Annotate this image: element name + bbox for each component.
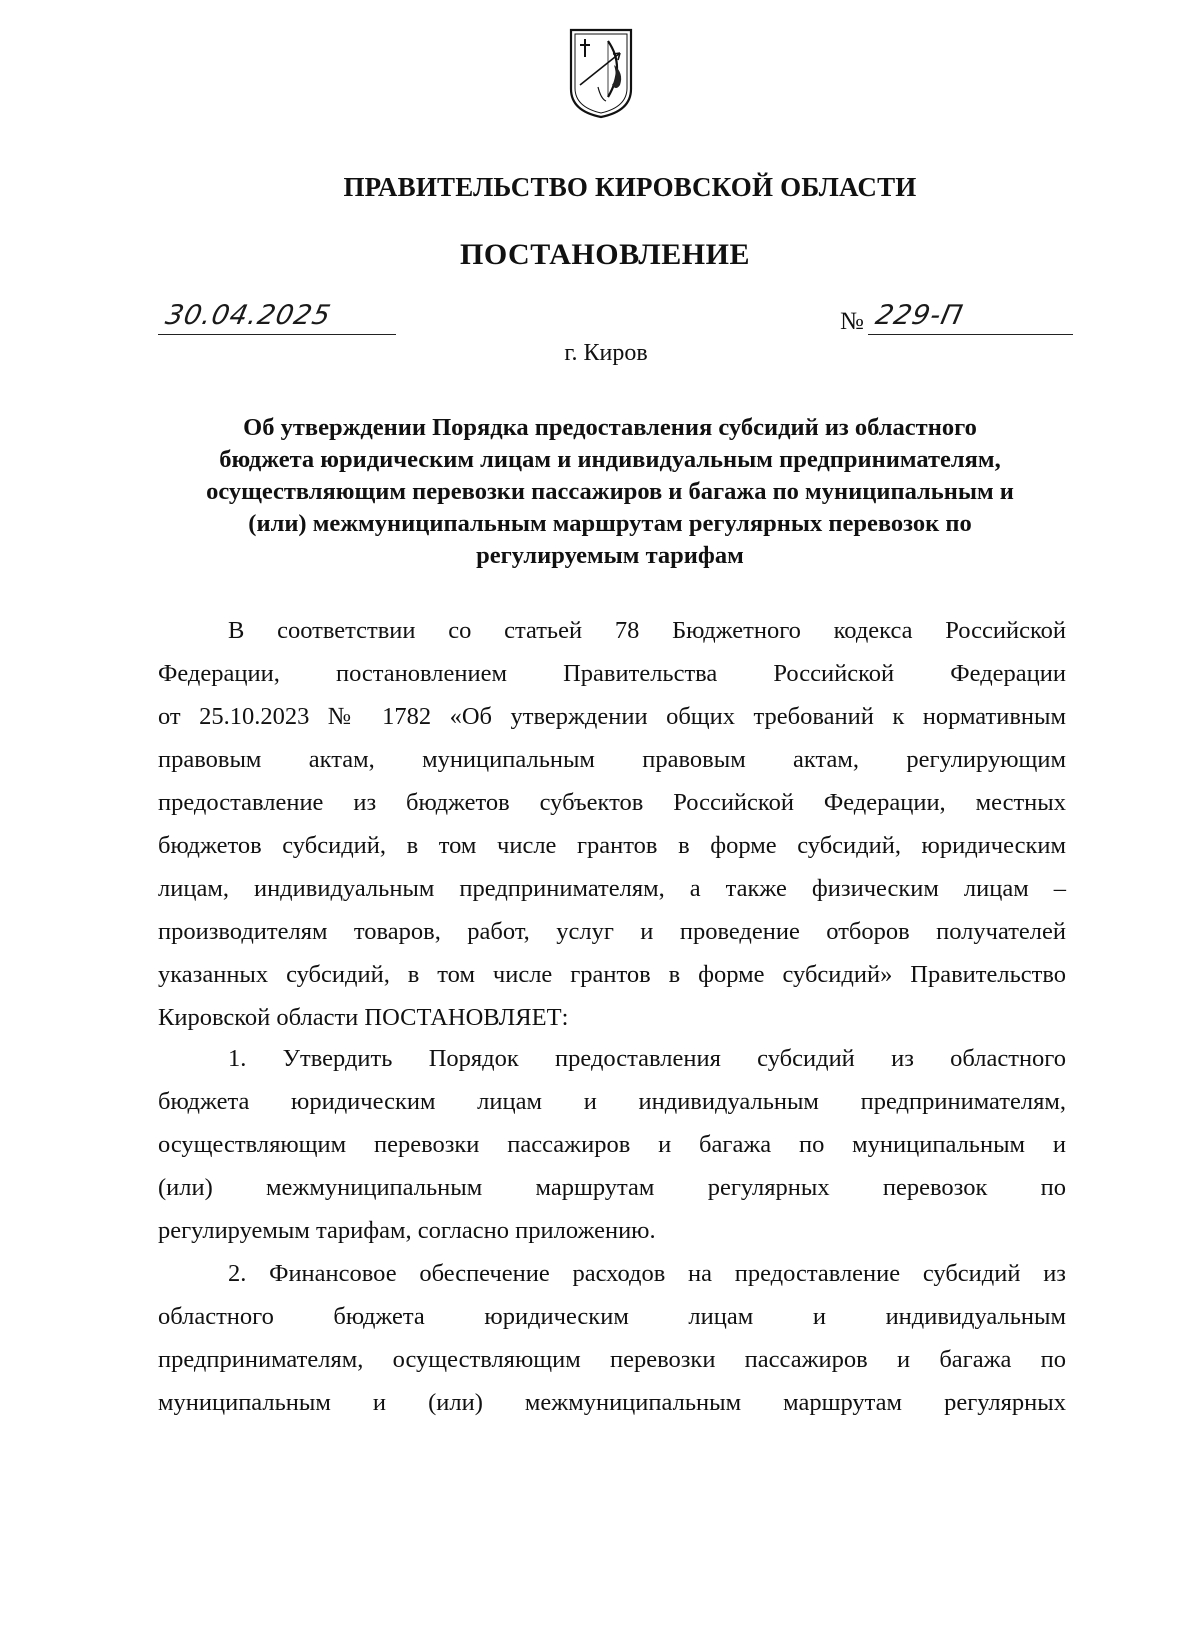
text-line: предоставление из бюджетов субъектов Российской Федерации, местных xyxy=(158,789,1066,816)
text-line: осуществляющим перевозки пассажиров и багажа по муниципальным и xyxy=(158,1131,1066,1158)
text-line: муниципальным и (или) межмуниципальным маршрутам регулярных xyxy=(158,1389,1066,1416)
heading-line: (или) межмуниципальным маршрутам регулярных перевозок по xyxy=(248,510,972,537)
coat-of-arms-icon xyxy=(568,27,634,119)
text-line: В соответствии со статьей 78 Бюджетного кодекса Российской xyxy=(228,617,1066,644)
text-line: указанных субсидий, в том числе грантов в форме субсидий» Правительство xyxy=(158,961,1066,988)
document-type: ПОСТАНОВЛЕНИЕ xyxy=(460,238,750,271)
document-date: 30.04.2025 xyxy=(162,300,334,331)
document-heading xyxy=(150,412,1070,572)
clause-2-paragraph xyxy=(158,1252,1066,1424)
text-line: правовым актам, муниципальным правовым актам, регулирующим xyxy=(158,746,1066,773)
document-number-field xyxy=(868,300,1073,335)
city: г. Киров xyxy=(564,340,648,366)
organization-title: ПРАВИТЕЛЬСТВО КИРОВСКОЙ ОБЛАСТИ xyxy=(343,172,917,202)
preamble-paragraph xyxy=(158,609,1066,1039)
text-line: бюджета юридическим лицам и индивидуальным предпринимателям, xyxy=(158,1088,1066,1115)
text-line: лицам, индивидуальным предпринимателям, а также физическим лицам – xyxy=(158,875,1066,902)
text-line: 2. Финансовое обеспечение расходов на предоставление субсидий из xyxy=(228,1260,1066,1287)
text-line: областного бюджета юридическим лицам и индивидуальным xyxy=(158,1303,1066,1330)
text-line: 1. Утвердить Порядок предоставления субсидий из областного xyxy=(228,1045,1066,1072)
text-line: регулируемым тарифам, согласно приложению. xyxy=(158,1217,656,1244)
coat-of-arms-emblem xyxy=(568,27,634,119)
document-date-field xyxy=(158,300,396,335)
text-line: предпринимателям, осуществляющим перевозки пассажиров и багажа по xyxy=(158,1346,1066,1373)
text-line: производителям товаров, работ, услуг и проведение отборов получателей xyxy=(158,918,1066,945)
text-line: (или) межмуниципальным маршрутам регулярных перевозок по xyxy=(158,1174,1066,1201)
text-line: Кировской области ПОСТАНОВЛЯЕТ: xyxy=(158,1004,569,1031)
document-number-label: № xyxy=(840,308,864,335)
clause-1-paragraph xyxy=(158,1037,1066,1252)
text-line: бюджетов субсидий, в том числе грантов в форме субсидий, юридическим xyxy=(158,832,1066,859)
heading-line: бюджета юридическим лицам и индивидуальным предпринимателям, xyxy=(219,446,1001,473)
text-line: Федерации, постановлением Правительства Российской Федерации xyxy=(158,660,1066,687)
text-line: от 25.10.2023 № 1782 «Об утверждении общих требований к нормативным xyxy=(158,703,1066,730)
heading-line: регулируемым тарифам xyxy=(476,542,744,569)
heading-line: Об утверждении Порядка предоставления субсидий из областного xyxy=(243,414,977,441)
document-number: 229-П xyxy=(872,300,966,331)
heading-line: осуществляющим перевозки пассажиров и багажа по муниципальным и xyxy=(206,478,1014,505)
